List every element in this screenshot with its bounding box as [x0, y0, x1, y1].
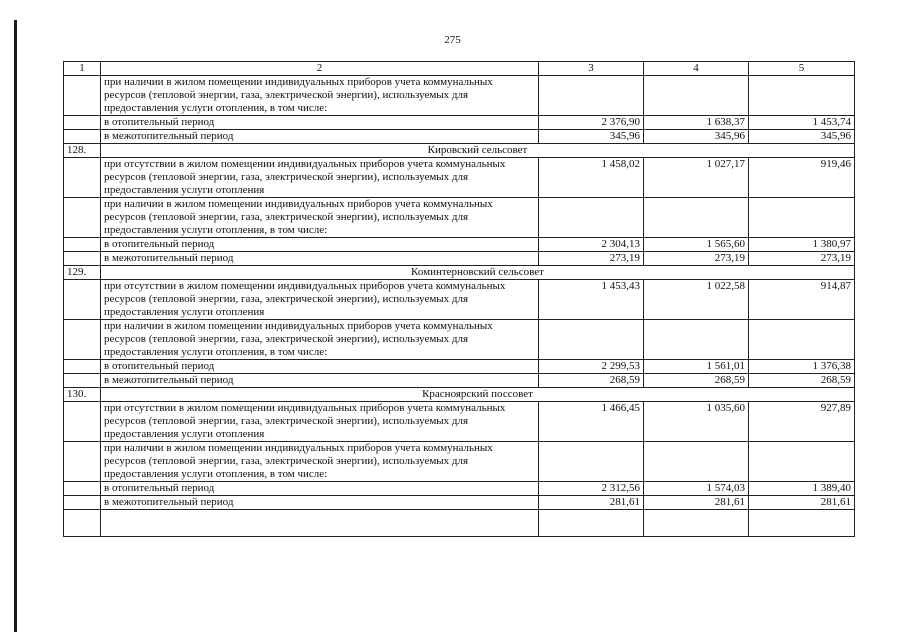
table-row — [64, 280, 855, 320]
table-row — [64, 238, 855, 252]
value-col-5: 268,59 — [749, 374, 855, 388]
empty-cell — [644, 510, 749, 537]
empty-cell — [101, 510, 539, 537]
value-col-4: 1 561,01 — [644, 360, 749, 374]
value-col-3: 1 458,02 — [539, 158, 644, 198]
value-col-5: 1 389,40 — [749, 482, 855, 496]
row-description: при наличии в жилом помещении индивидуальных приборов учета коммунальных ресурсов (тепловой энергии, газа, электрической энергии), используемых для предоставления услуги отопления, в том числе: — [101, 76, 539, 116]
table-row — [64, 198, 855, 238]
value-col-5: 273,19 — [749, 252, 855, 266]
value-col-5: 281,61 — [749, 496, 855, 510]
value-col-4: 273,19 — [644, 252, 749, 266]
empty-cell — [539, 510, 644, 537]
value-col-3: 1 453,43 — [539, 280, 644, 320]
table-header-row — [64, 62, 855, 76]
header-col-3: 3 — [539, 62, 644, 76]
row-number-cell — [64, 116, 101, 130]
row-number-cell — [64, 198, 101, 238]
value-col-3 — [539, 198, 644, 238]
row-number-cell — [64, 158, 101, 198]
section-title: Коминтерновский сельсовет — [101, 266, 855, 280]
row-description: в отопительный период — [101, 238, 539, 252]
value-col-5: 927,89 — [749, 402, 855, 442]
value-col-3: 1 466,45 — [539, 402, 644, 442]
row-number-cell — [64, 76, 101, 116]
row-number-cell — [64, 482, 101, 496]
value-col-5 — [749, 320, 855, 360]
empty-cell — [749, 510, 855, 537]
table-row — [64, 116, 855, 130]
row-number-cell — [64, 496, 101, 510]
table-row — [64, 320, 855, 360]
table-row — [64, 482, 855, 496]
row-description: в межотопительный период — [101, 374, 539, 388]
table-row — [64, 360, 855, 374]
empty-row — [64, 510, 855, 537]
row-number-cell — [64, 252, 101, 266]
section-row — [64, 266, 855, 280]
table-row — [64, 76, 855, 116]
section-number: 129. — [64, 266, 101, 280]
page-edge-bar — [14, 20, 17, 632]
value-col-5: 345,96 — [749, 130, 855, 144]
section-number: 130. — [64, 388, 101, 402]
value-col-4 — [644, 198, 749, 238]
value-col-3: 2 312,56 — [539, 482, 644, 496]
row-description: в межотопительный период — [101, 496, 539, 510]
row-description: в отопительный период — [101, 360, 539, 374]
value-col-4: 345,96 — [644, 130, 749, 144]
section-title: Красноярский поссовет — [101, 388, 855, 402]
value-col-3 — [539, 442, 644, 482]
value-col-5 — [749, 198, 855, 238]
row-description: в межотопительный период — [101, 252, 539, 266]
row-number-cell — [64, 280, 101, 320]
header-col-4: 4 — [644, 62, 749, 76]
row-description: при наличии в жилом помещении индивидуальных приборов учета коммунальных ресурсов (тепловой энергии, газа, электрической энергии), используемых для предоставления услуги отопления, в том числе: — [101, 198, 539, 238]
section-number: 128. — [64, 144, 101, 158]
value-col-4: 1 638,37 — [644, 116, 749, 130]
page-number: 275 — [444, 34, 461, 46]
section-row — [64, 388, 855, 402]
value-col-3: 2 299,53 — [539, 360, 644, 374]
row-description: при отсутствии в жилом помещении индивидуальных приборов учета коммунальных ресурсов (тепловой энергии, газа, электрической энергии), используемых для предоставления услуги отопления — [101, 402, 539, 442]
value-col-4: 1 565,60 — [644, 238, 749, 252]
table-row — [64, 252, 855, 266]
value-col-4 — [644, 320, 749, 360]
row-description: в межотопительный период — [101, 130, 539, 144]
value-col-5: 1 376,38 — [749, 360, 855, 374]
header-col-1: 1 — [64, 62, 101, 76]
value-col-5: 914,87 — [749, 280, 855, 320]
row-number-cell — [64, 320, 101, 360]
value-col-3: 281,61 — [539, 496, 644, 510]
table-row — [64, 442, 855, 482]
value-col-4 — [644, 442, 749, 482]
value-col-3: 2 304,13 — [539, 238, 644, 252]
value-col-3 — [539, 320, 644, 360]
value-col-4: 1 027,17 — [644, 158, 749, 198]
value-col-3: 268,59 — [539, 374, 644, 388]
empty-cell — [64, 510, 101, 537]
table-body — [64, 62, 855, 537]
value-col-5 — [749, 442, 855, 482]
value-col-4: 281,61 — [644, 496, 749, 510]
row-number-cell — [64, 442, 101, 482]
row-number-cell — [64, 238, 101, 252]
header-col-5: 5 — [749, 62, 855, 76]
header-col-2: 2 — [101, 62, 539, 76]
value-col-4: 1 022,58 — [644, 280, 749, 320]
row-number-cell — [64, 360, 101, 374]
row-description: при наличии в жилом помещении индивидуальных приборов учета коммунальных ресурсов (тепловой энергии, газа, электрической энергии), используемых для предоставления услуги отопления, в том числе: — [101, 320, 539, 360]
row-description: в отопительный период — [101, 482, 539, 496]
value-col-5: 1 380,97 — [749, 238, 855, 252]
value-col-5 — [749, 76, 855, 116]
value-col-4: 268,59 — [644, 374, 749, 388]
value-col-4 — [644, 76, 749, 116]
table-row — [64, 130, 855, 144]
value-col-5: 1 453,74 — [749, 116, 855, 130]
table-row — [64, 158, 855, 198]
table-row — [64, 496, 855, 510]
row-description: при наличии в жилом помещении индивидуальных приборов учета коммунальных ресурсов (тепловой энергии, газа, электрической энергии), используемых для предоставления услуги отопления, в том числе: — [101, 442, 539, 482]
value-col-3: 345,96 — [539, 130, 644, 144]
row-number-cell — [64, 402, 101, 442]
table-row — [64, 402, 855, 442]
row-number-cell — [64, 130, 101, 144]
value-col-3 — [539, 76, 644, 116]
value-col-4: 1 574,03 — [644, 482, 749, 496]
table-row — [64, 374, 855, 388]
value-col-5: 919,46 — [749, 158, 855, 198]
row-description: при отсутствии в жилом помещении индивидуальных приборов учета коммунальных ресурсов (тепловой энергии, газа, электрической энергии), используемых для предоставления услуги отопления — [101, 280, 539, 320]
section-row — [64, 144, 855, 158]
value-col-3: 273,19 — [539, 252, 644, 266]
section-title: Кировский сельсовет — [101, 144, 855, 158]
row-description: при отсутствии в жилом помещении индивидуальных приборов учета коммунальных ресурсов (тепловой энергии, газа, электрической энергии), используемых для предоставления услуги отопления — [101, 158, 539, 198]
value-col-4: 1 035,60 — [644, 402, 749, 442]
tariff-table — [63, 61, 855, 537]
value-col-3: 2 376,90 — [539, 116, 644, 130]
row-description: в отопительный период — [101, 116, 539, 130]
row-number-cell — [64, 374, 101, 388]
